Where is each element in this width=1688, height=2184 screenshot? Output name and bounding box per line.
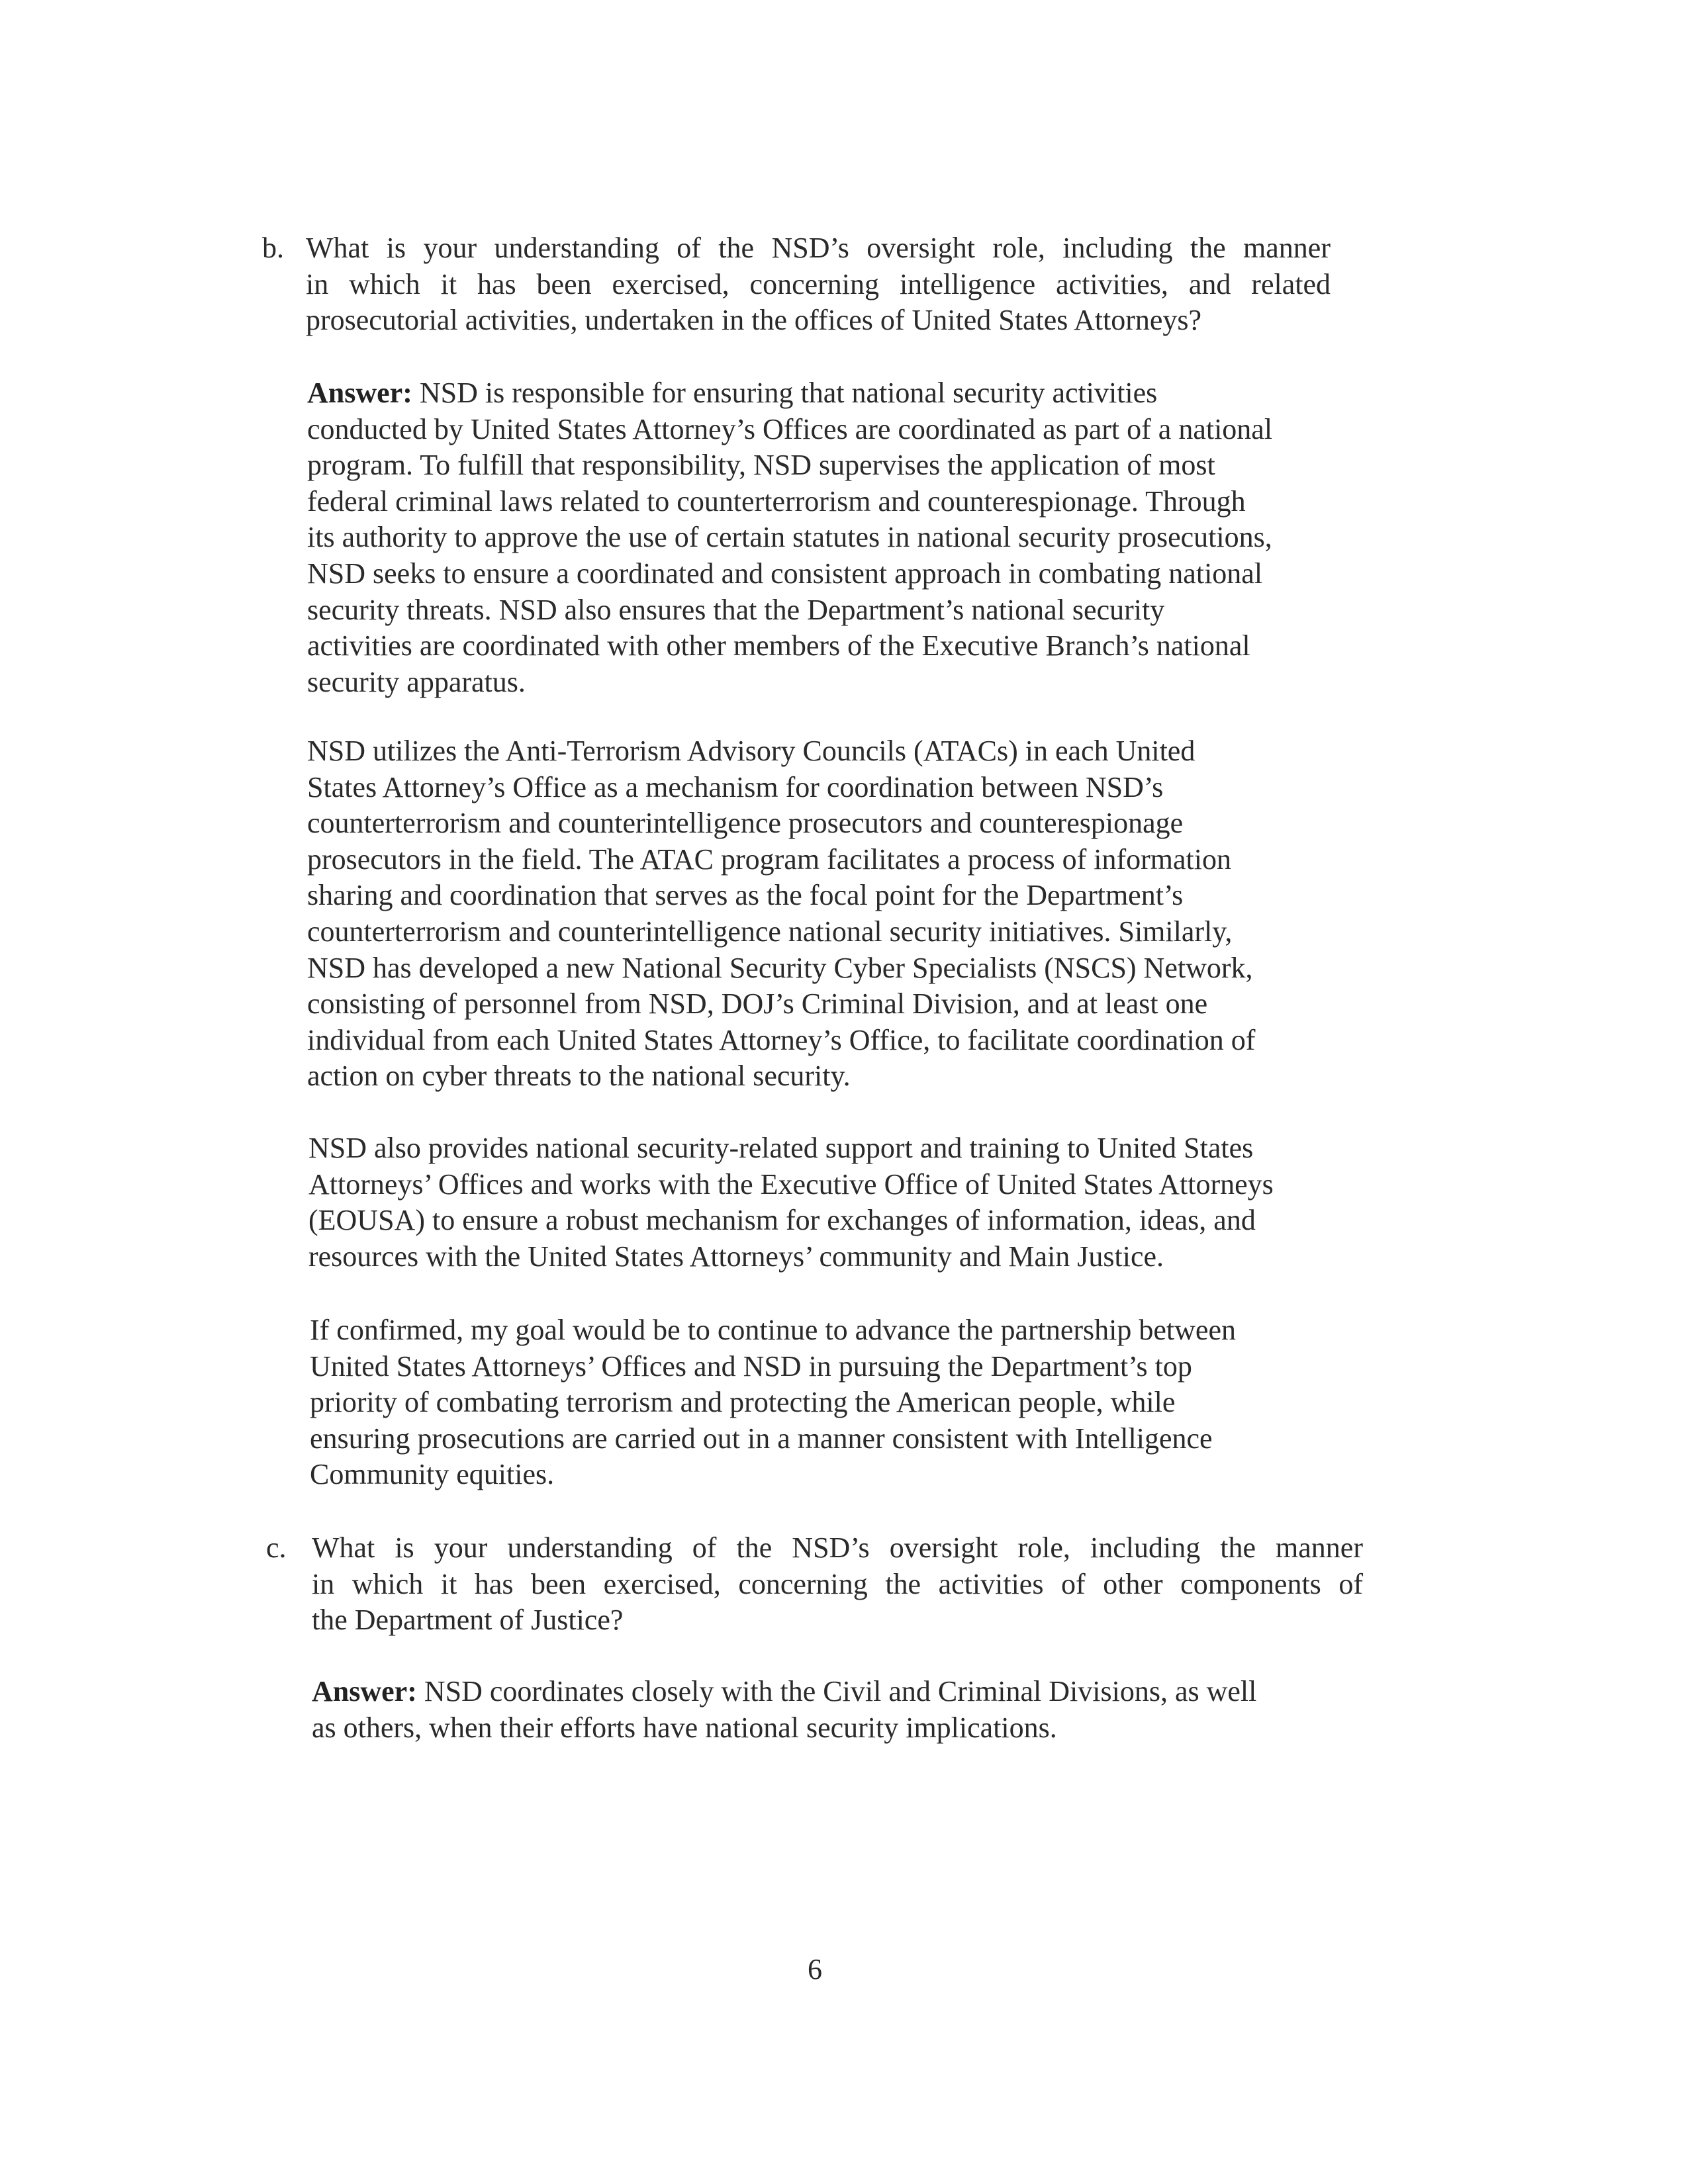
answer-line: security apparatus. [307,665,526,698]
question-c-line: in which it has been exercised, concerning the activities of other components of [312,1567,1363,1600]
answer-line: program. To fulfill that responsibility, NSD supervises the application of most [307,449,1215,482]
answer-line: counterterrorism and counterintelligence prosecutors and counterespionage [307,807,1184,840]
answer-line: (EOUSA) to ensure a robust mechanism for exchanges of information, ideas, and [308,1204,1256,1237]
answer-line: Attorneys’ Offices and works with the Executive Office of United States Attorneys [308,1167,1274,1201]
answer-c [312,1674,1256,1746]
question-c-line: the Department of Justice? [312,1604,624,1637]
answer-line: If confirmed, my goal would be to continue to advance the partnership between [310,1314,1236,1346]
question-c-marker: c. [266,1531,287,1564]
answer-line: United States Attorneys’ Offices and NSD in pursuing the Department’s top [310,1349,1192,1383]
answer-line: action on cyber threats to the national security. [307,1060,851,1093]
answer-line: prosecutors in the field. The ATAC program facilitates a process of information [307,842,1231,876]
question-b-line: prosecutorial activities, undertaken in the offices of United States Attorneys? [306,304,1202,337]
answer-line: consisting of personnel from NSD, DOJ’s Criminal Division, and at least one [307,987,1208,1021]
question-b-line: What is your understanding of the NSD’s oversight role, including the manner [306,232,1331,264]
question-b-marker: b. [262,232,284,264]
answer-line: NSD utilizes the Anti-Terrorism Advisory Councils (ATACs) in each United [307,735,1196,767]
answer-line: States Attorney’s Office as a mechanism for coordination between NSD’s [307,770,1164,803]
answer-line: counterterrorism and counterintelligence national security initiatives. Similarly, [307,915,1233,948]
answer-line: security threats. NSD also ensures that the Department’s national security [307,593,1165,626]
answer-line: Community equities. [310,1458,555,1491]
answer-label: Answer: [312,1675,417,1707]
question-b-line: in which it has been exercised, concerning intelligence activities, and related [306,267,1331,300]
page-number: 6 [808,1953,822,1985]
answer-b-paragraph-2 [307,733,1255,1095]
answer-line: NSD coordinates closely with the Civil and Criminal Divisions, as well [416,1675,1257,1707]
answer-line: ensuring prosecutions are carried out in a manner consistent with Intelligence [310,1422,1213,1455]
answer-line: NSD is responsible for ensuring that national security activities [412,377,1158,409]
answer-line: priority of combating terrorism and protecting the American people, while [310,1386,1176,1419]
answer-line: sharing and coordination that serves as the focal point for the Department’s [307,879,1184,912]
answer-line: its authority to approve the use of certain statutes in national security prosecutions, [307,521,1272,554]
answer-line: federal criminal laws related to counterterrorism and counterespionage. Through [307,484,1246,518]
answer-line: resources with the United States Attorneys’ community and Main Justice. [308,1240,1164,1273]
answer-line: conducted by United States Attorney’s Offices are coordinated as part of a national [307,412,1273,445]
answer-b-paragraph-4 [310,1312,1236,1493]
answer-line: NSD seeks to ensure a coordinated and consistent approach in combating national [307,557,1263,590]
answer-label: Answer: [307,377,412,409]
answer-line: individual from each United States Attorney’s Office, to facilitate coordination of [307,1023,1256,1056]
question-c-line: What is your understanding of the NSD’s oversight role, including the manner [312,1531,1363,1564]
answer-line: activities are coordinated with other members of the Executive Branch’s national [307,629,1250,662]
answer-line: as others, when their efforts have national security implications. [312,1711,1057,1744]
answer-line: NSD has developed a new National Security Cyber Specialists (NSCS) Network, [307,951,1253,984]
answer-b-paragraph-3 [308,1130,1274,1275]
answer-b-paragraph-1 [307,375,1272,700]
answer-line: NSD also provides national security-related support and training to United States [308,1132,1254,1164]
